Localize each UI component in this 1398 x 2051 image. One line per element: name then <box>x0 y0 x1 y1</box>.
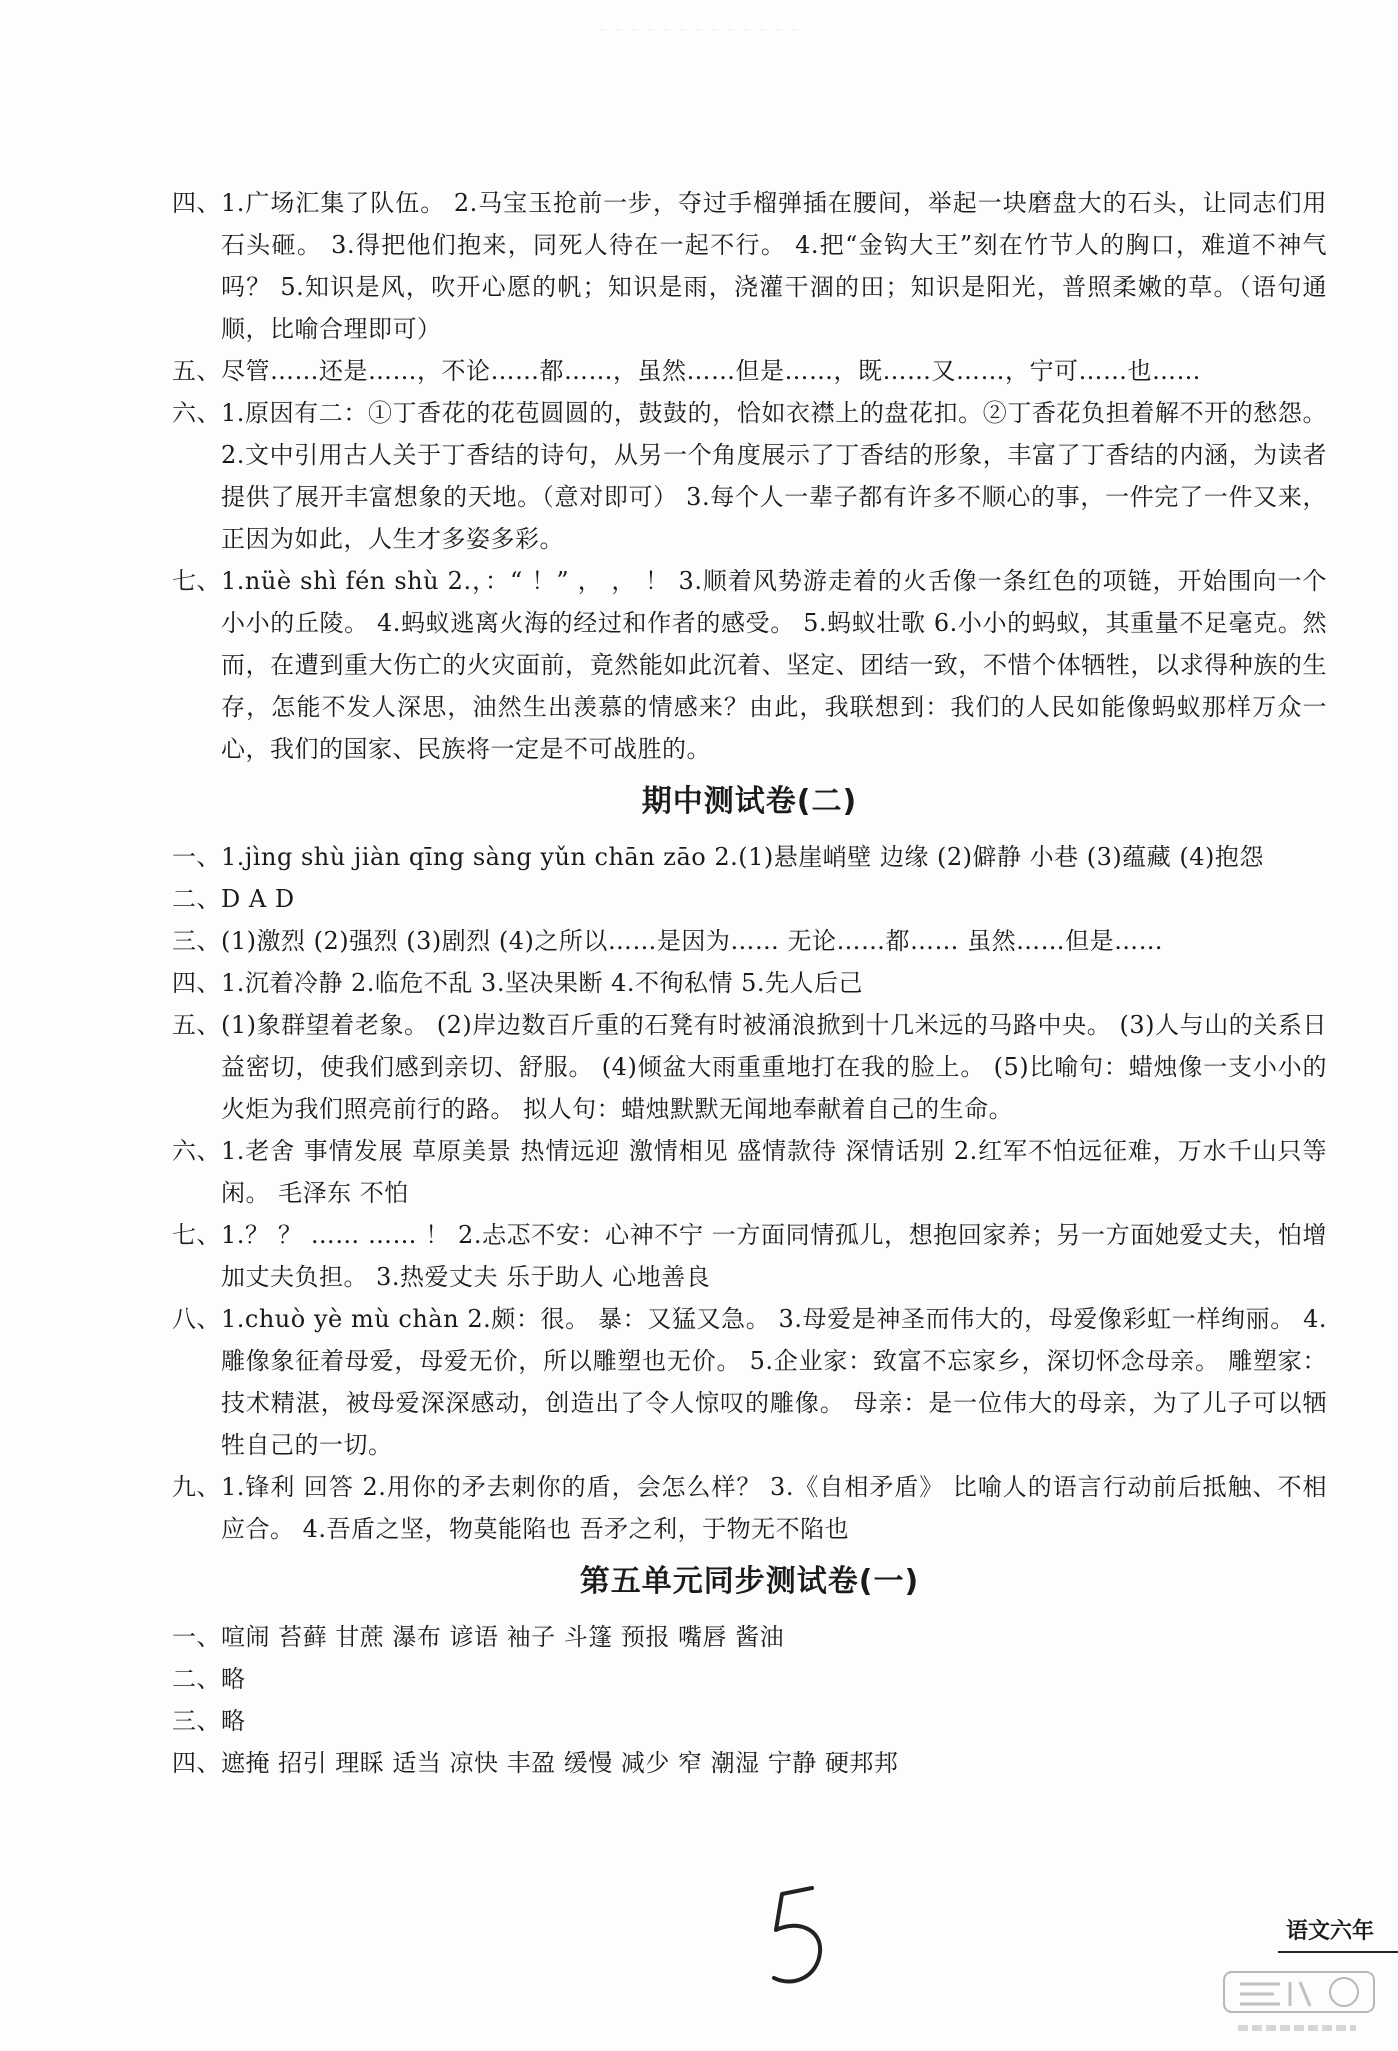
section-title-midterm-2: 期中测试卷(二) <box>641 784 858 819</box>
answer-item <box>172 1658 1327 1700</box>
item-text: 1.沉着冷静 2.临危不乱 3.坚决果断 4.不徇私情 5.先人后己 <box>221 969 864 997</box>
item-number: 六、 <box>172 399 221 427</box>
watermark-logo <box>1220 1968 1380 2038</box>
answer-item <box>172 1130 1327 1214</box>
item-number: 二、 <box>172 885 221 913</box>
item-number: 四、 <box>172 189 221 217</box>
answer-item <box>172 1214 1327 1298</box>
item-number: 五、 <box>172 357 221 385</box>
answer-item <box>172 1700 1327 1742</box>
item-text: 尽管……还是……，不论……都……，虽然……但是……，既……又……，宁可……也…… <box>221 357 1201 385</box>
item-number: 九、 <box>172 1473 221 1501</box>
item-text: 1.nüè shì fén shù 2.，：“ ！” ， ， ！ 3.顺着风势游走着的火舌像一条红色的项链，开始围向一个小小的丘陵。 4.蚂蚁逃离火海的经过和作者的感受。 5.蚂蚁壮歌 6.小小的蚂蚁，其重量不足毫克。然而，在遭到重大伤亡的火灾面前，竟然能如此沉着、坚定、团结一致，不惜个体牺牲，以求得种族的生存，怎能不发人深思，油然生出羡慕的情感来？由此，我联想到：我们的人民如能像蚂蚁那样万众一心，我们的国家、民族将一定是不可战胜的。 <box>221 567 1327 763</box>
answer-item <box>172 1466 1327 1550</box>
answer-item <box>172 878 1327 920</box>
item-text: (1)象群望着老象。 (2)岸边数百斤重的石凳有时被涌浪掀到十几米远的马路中央。 (3)人与山的关系日益密切，使我们感到亲切、舒服。 (4)倾盆大雨重重地打在我的脸上。 (5)比喻句：蜡烛像一支小小的火炬为我们照亮前行的路。 拟人句：蜡烛默默无闻地奉献着自己的生命。 <box>221 1011 1327 1123</box>
answer-item <box>172 182 1327 350</box>
section-continuation <box>172 182 1327 770</box>
item-number: 八、 <box>172 1305 221 1333</box>
item-text: 1.广场汇集了队伍。 2.马宝玉抢前一步，夺过手榴弹插在腰间，举起一块磨盘大的石头，让同志们用石头砸。 3.得把他们抱来，同死人待在一起不行。 4.把“金钩大王”刻在竹节人的胸口，难道不神气吗？ 5.知识是风，吹开心愿的帆；知识是雨，浇灌干涸的田；知识是阳光，普照柔嫩的草。（语句通顺，比喻合理即可） <box>221 189 1327 343</box>
item-number: 三、 <box>172 927 221 955</box>
item-number: 四、 <box>172 1749 221 1777</box>
item-number: 一、 <box>172 1623 221 1651</box>
item-number: 七、 <box>172 567 221 595</box>
answer-item <box>172 1742 1327 1784</box>
item-text: 1.老舍 事情发展 草原美景 热情远迎 激情相见 盛情款待 深情话别 2.红军不怕远征难，万水千山只等闲。 毛泽东 不怕 <box>221 1137 1327 1207</box>
item-text: 略 <box>221 1707 246 1735</box>
answer-item <box>172 350 1327 392</box>
item-number: 五、 <box>172 1011 221 1039</box>
section-title-unit5-test-1: 第五单元同步测试卷(一) <box>579 1564 920 1599</box>
answer-item <box>172 836 1327 878</box>
answer-content <box>172 182 1327 1784</box>
answer-item <box>172 1004 1327 1130</box>
item-text: 1.chuò yè mù chàn 2.颇：很。 暴：又猛又急。 3.母爱是神圣而伟大的，母爱像彩虹一样绚丽。 4.雕像象征着母爱，母爱无价，所以雕塑也无价。 5.企业家：致富不忘家乡，深切怀念母亲。 雕塑家：技术精湛，被母爱深深感动，创造出了令人惊叹的雕像。 母亲：是一位伟大的母亲，为了儿子可以牺牲自己的一切。 <box>221 1305 1327 1459</box>
item-text: 1.锋利 回答 2.用你的矛去刺你的盾，会怎么样？ 3.《自相矛盾》 比喻人的语言行动前后抵触、不相应合。 4.吾盾之坚，物莫能陷也 吾矛之利，于物无不陷也 <box>221 1473 1327 1543</box>
item-number: 二、 <box>172 1665 221 1693</box>
item-number: 七、 <box>172 1221 221 1249</box>
answer-item <box>172 560 1327 770</box>
answer-item <box>172 1298 1327 1466</box>
section-midterm-2 <box>172 836 1327 1550</box>
section-unit5-test-1 <box>172 1616 1327 1784</box>
item-text: 1.原因有二：①丁香花的花苞圆圆的，鼓鼓的，恰如衣襟上的盘花扣。②丁香花负担着解不开的愁怨。 2.文中引用古人关于丁香结的诗句，从另一个角度展示了丁香结的形象，丰富了丁香结的内涵，为读者提供了展开丰富想象的天地。（意对即可） 3.每个人一辈子都有许多不顺心的事，一件完了一件又来，正因为如此，人生才多姿多彩。 <box>221 399 1327 553</box>
item-text: 1.jìng shù jiàn qīng sàng yǔn chān zāo 2.(1)悬崖峭壁 边缘 (2)僻静 小巷 (3)蕴藏 (4)抱怨 <box>221 843 1264 871</box>
item-text: 遮掩 招引 理睬 适当 凉快 丰盈 缓慢 减少 窄 潮湿 宁静 硬邦邦 <box>221 1749 899 1777</box>
item-number: 四、 <box>172 969 221 997</box>
handwritten-page-number <box>760 1880 840 2000</box>
footer-subject-label: 语文六年 <box>1278 1914 1398 1953</box>
item-number: 三、 <box>172 1707 221 1735</box>
item-text: (1)激烈 (2)强烈 (3)剧烈 (4)之所以……是因为…… 无论……都…… 虽然……但是…… <box>221 927 1164 955</box>
answer-item <box>172 392 1327 560</box>
answer-item <box>172 962 1327 1004</box>
item-text: D A D <box>221 885 295 913</box>
item-number: 六、 <box>172 1137 221 1165</box>
item-text: 1.？ ？ …… …… ！ 2.忐忑不安：心神不宁 一方面同情孤儿，想抱回家养；另一方面她爱丈夫，怕增加丈夫负担。 3.热爱丈夫 乐于助人 心地善良 <box>221 1221 1327 1291</box>
item-text: 喧闹 苔藓 甘蔗 瀑布 谚语 袖子 斗篷 预报 嘴唇 酱油 <box>221 1623 785 1651</box>
item-text: 略 <box>221 1665 246 1693</box>
answer-item <box>172 920 1327 962</box>
answer-item <box>172 1616 1327 1658</box>
faint-header-bleed <box>600 20 800 40</box>
item-number: 一、 <box>172 843 221 871</box>
